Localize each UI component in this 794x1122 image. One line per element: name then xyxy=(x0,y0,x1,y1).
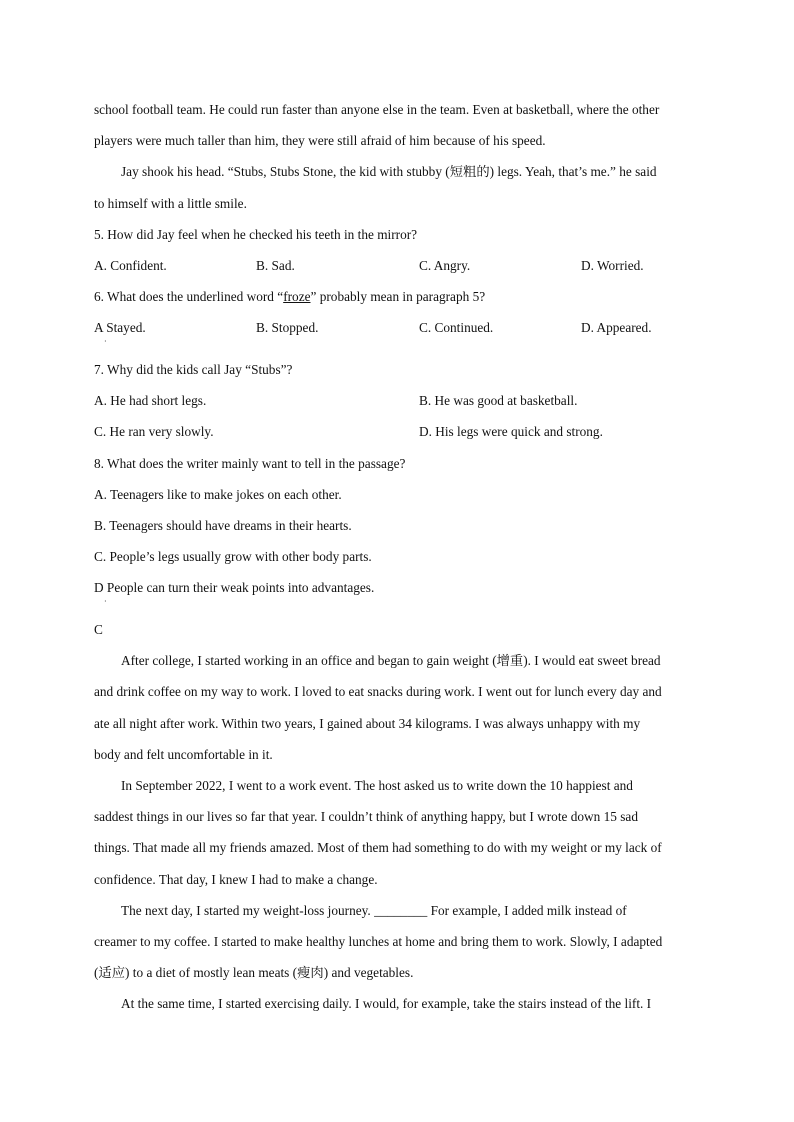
passage-line: body and felt uncomfortable in it. xyxy=(94,747,273,762)
passage-line: things. That made all my friends amazed. Most of them had something to do with my weight or my lack of xyxy=(94,840,662,855)
option-d: D People can turn their weak points into advantages. xyxy=(94,580,375,595)
option-d: D. Worried. xyxy=(581,258,644,273)
option-c: C. He ran very slowly. xyxy=(94,424,214,439)
option-b: B. Stopped. xyxy=(256,320,319,335)
question-stem: 5. How did Jay feel when he checked his teeth in the mirror? xyxy=(94,227,418,242)
option-d: D. His legs were quick and strong. xyxy=(419,424,603,439)
passage-text: For example, I added milk instead of xyxy=(427,903,627,918)
answer-blank: ________ xyxy=(374,903,428,918)
question-stem: 8. What does the writer mainly want to tell in the passage? xyxy=(94,456,406,471)
passage-line: players were much taller than him, they were still afraid of him because of his speed. xyxy=(94,133,546,148)
stem-text: 6. What does the underlined word “ xyxy=(94,289,284,304)
option-a: A Stayed. xyxy=(94,320,146,335)
passage-text: The next day, I started my weight-loss journey. xyxy=(121,903,375,918)
passage-line: (适应) to a diet of mostly lean meats (瘦肉) and vegetables. xyxy=(94,965,414,980)
question-stem xyxy=(94,287,704,307)
option-b: B. Sad. xyxy=(256,258,295,273)
option-a: A. He had short legs. xyxy=(94,393,207,408)
passage-line: creamer to my coffee. I started to make healthy lunches at home and bring them to work. Slowly, I adapted xyxy=(94,934,663,949)
passage-line: In September 2022, I went to a work event. The host asked us to write down the 10 happiest and xyxy=(121,778,633,793)
passage-line: After college, I started working in an office and began to gain weight (增重). I would eat sweet bread xyxy=(121,653,661,668)
passage-line: saddest things in our lives so far that year. I couldn’t think of anything happy, but I wrote down 15 sad xyxy=(94,809,638,824)
passage-line: confidence. That day, I knew I had to make a change. xyxy=(94,872,378,887)
underlined-word: froze xyxy=(283,289,311,304)
option-c: C. Angry. xyxy=(419,258,471,273)
passage-line: to himself with a little smile. xyxy=(94,196,247,211)
section-heading: C xyxy=(94,622,103,637)
option-b: B. Teenagers should have dreams in their hearts. xyxy=(94,518,352,533)
stem-text: ” probably mean in paragraph 5? xyxy=(310,289,486,304)
dot-mark: · xyxy=(104,597,107,606)
passage-line: and drink coffee on my way to work. I loved to eat snacks during work. I went out for lunch every day and xyxy=(94,684,662,699)
passage-line: At the same time, I started exercising daily. I would, for example, take the stairs instead of the lift. I xyxy=(121,996,652,1011)
question-stem: 7. Why did the kids call Jay “Stubs”? xyxy=(94,362,293,377)
option-a: A. Confident. xyxy=(94,258,167,273)
option-d: D. Appeared. xyxy=(581,320,652,335)
passage-line xyxy=(121,901,704,921)
passage-line: ate all night after work. Within two years, I gained about 34 kilograms. I was always unhappy with my xyxy=(94,716,641,731)
option-a: A. Teenagers like to make jokes on each other. xyxy=(94,487,342,502)
option-c: C. People’s legs usually grow with other body parts. xyxy=(94,549,372,564)
dot-mark: · xyxy=(104,337,107,346)
passage-line: Jay shook his head. “Stubs, Stubs Stone, the kid with stubby (短粗的) legs. Yeah, that’s me.” he said xyxy=(121,164,657,179)
option-c: C. Continued. xyxy=(419,320,494,335)
option-b: B. He was good at basketball. xyxy=(419,393,578,408)
passage-line: school football team. He could run faster than anyone else in the team. Even at basketball, where the other xyxy=(94,102,660,117)
